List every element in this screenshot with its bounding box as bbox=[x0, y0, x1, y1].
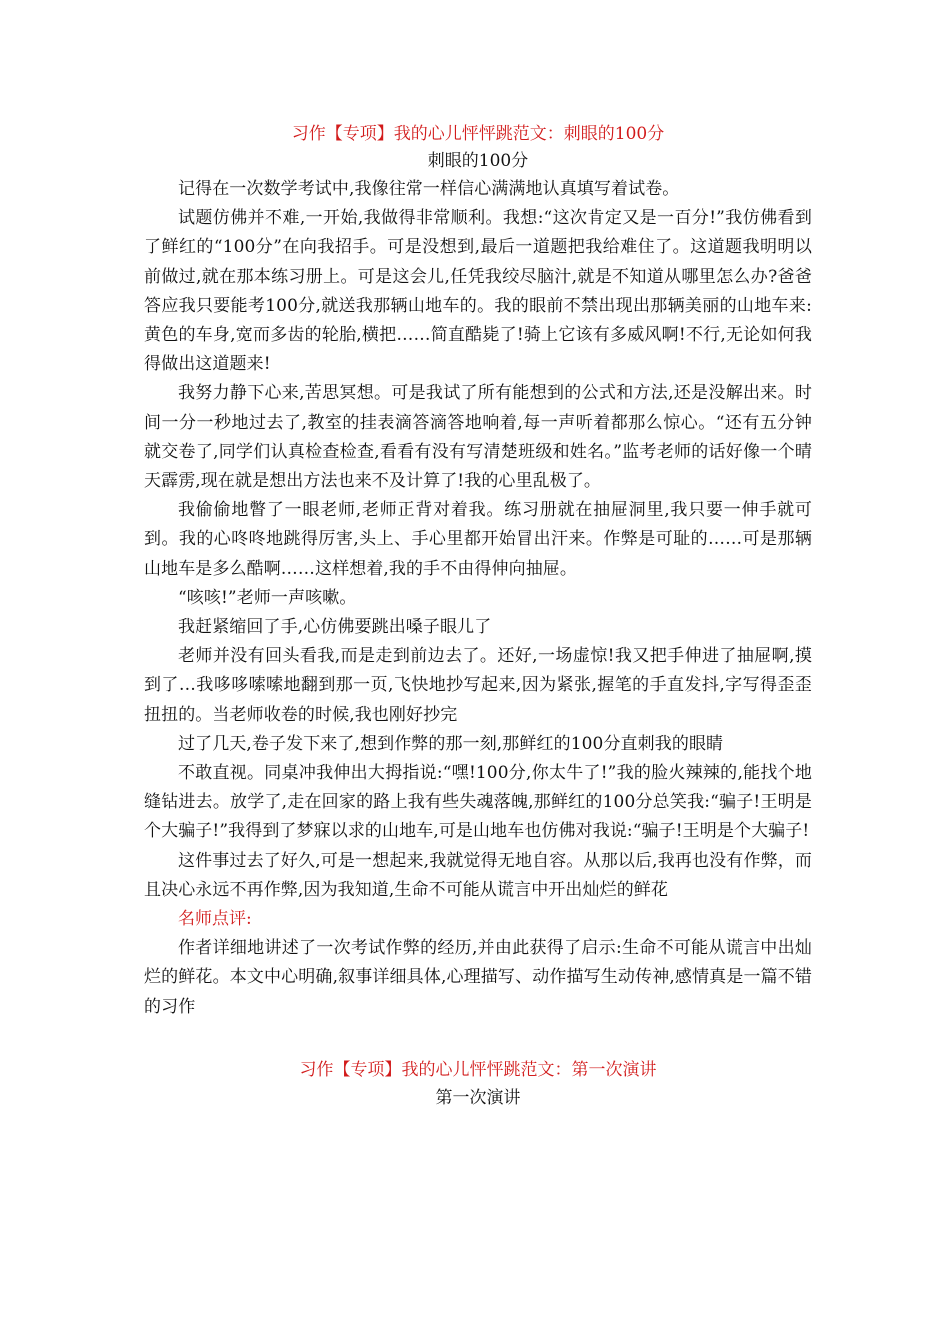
paragraph-5: “咳咳!”老师一声咳嗽。 bbox=[178, 587, 357, 608]
second-title-main: 我的心儿怦怦跳范文：第一次演讲 bbox=[401, 1059, 657, 1080]
article-subtitle: 刺眼的100分 bbox=[427, 151, 529, 171]
paragraph-10: 这件事过去了好久,可是一想起来,我就觉得无地自容。从那以后,我再也没有作弊，而且决心永远不再作弊,因为我知道,生命不可能从谎言中开出灿烂的鲜花 bbox=[144, 850, 812, 900]
second-title-prefix: 习作【专项】 bbox=[299, 1059, 402, 1080]
document-content bbox=[144, 121, 812, 1112]
second-article-subtitle: 第一次演讲 bbox=[435, 1087, 521, 1108]
article-title: 习作【专项】我的心儿怦怦跳范文：刺眼的100分 bbox=[291, 124, 665, 144]
paragraph-2: 试题仿佛并不难,一开始,我做得非常顺利。我想:“这次肯定又是一百分!”我仿佛看到了鲜红的“100分”在向我招手。可是没想到,最后一道题把我给难住了。这道题我明明以前做过,就在那本练习册上。可是这会儿,任凭我绞尽脑汁,就是不知道从哪里怎么办?爸爸答应我只要能考100分,就送我那辆山地车的。我的眼前不禁出现出那辆美丽的山地车来:黄色的车身,宽而多齿的轮胎,横把……简直酷毙了!骑上它该有多威风啊!不行,无论如何我得做出这道题来! bbox=[144, 208, 812, 375]
paragraph-8: 过了几天,卷子发下来了,想到作弊的那一刻,那鲜红的100分直刺我的眼睛 bbox=[178, 733, 724, 754]
paragraph-1: 记得在一次数学考试中,我像往常一样信心满满地认真填写着试卷。 bbox=[178, 179, 680, 199]
section-gap bbox=[144, 1022, 812, 1056]
paragraph-4: 我偷偷地瞥了一眼老师,老师正背对着我。练习册就在抽屉洞里,我只要一伸手就可到。我的心咚咚地跳得厉害,头上、手心里都开始冒出汗来。作弊是可耻的……可是那辆山地车是多么酷啊……这样想着,我的手不由得伸向抽屉。 bbox=[144, 500, 812, 579]
paragraph-7: 老师并没有回头看我,而是走到前边去了。还好,一场虚惊!我又把手伸进了抽屉啊,摸到了…我哆哆嗦嗦地翻到那一页,飞快地抄写起来,因为紧张,握笔的手直发抖,字写得歪歪扭扭的。当老师收卷的时候,我也刚好抄完 bbox=[144, 646, 812, 725]
review-label: 名师点评: bbox=[178, 909, 252, 930]
paragraph-6: 我赶紧缩回了手,心仿佛要跳出嗓子眼儿了 bbox=[178, 617, 492, 638]
paragraph-9: 不敢直视。同桌冲我伸出大拇指说:“嘿!100分,你太牛了!”我的脸火辣辣的,能找个地缝钻进去。放学了,走在回家的路上我有些失魂落魄,那鲜红的100分总笑我:“骗子!王明是个大骗子!”我得到了梦寐以求的山地车,可是山地车也仿佛对我说:“骗子!王明是个大骗子! bbox=[144, 763, 812, 842]
second-article-title bbox=[144, 1056, 812, 1084]
review-text: 作者详细地讲述了一次考试作弊的经历,并由此获得了启示:生命不可能从谎言中出灿烂的鲜花。本文中心明确,叙事详细具体,心理描写、动作描写生动传神,感情真是一篇不错的习作 bbox=[144, 938, 812, 1017]
paragraph-3: 我努力静下心来,苦思冥想。可是我试了所有能想到的公式和方法,还是没解出来。时间一分一秒地过去了,教室的挂表滴答滴答地响着,每一声听着都那么惊心。“还有五分钟就交卷了,同学们认真检查检查,看看有没有写清楚班级和姓名。”监考老师的话好像一个晴天霹雳,现在就是想出方法也来不及计算了!我的心里乱极了。 bbox=[144, 383, 812, 492]
